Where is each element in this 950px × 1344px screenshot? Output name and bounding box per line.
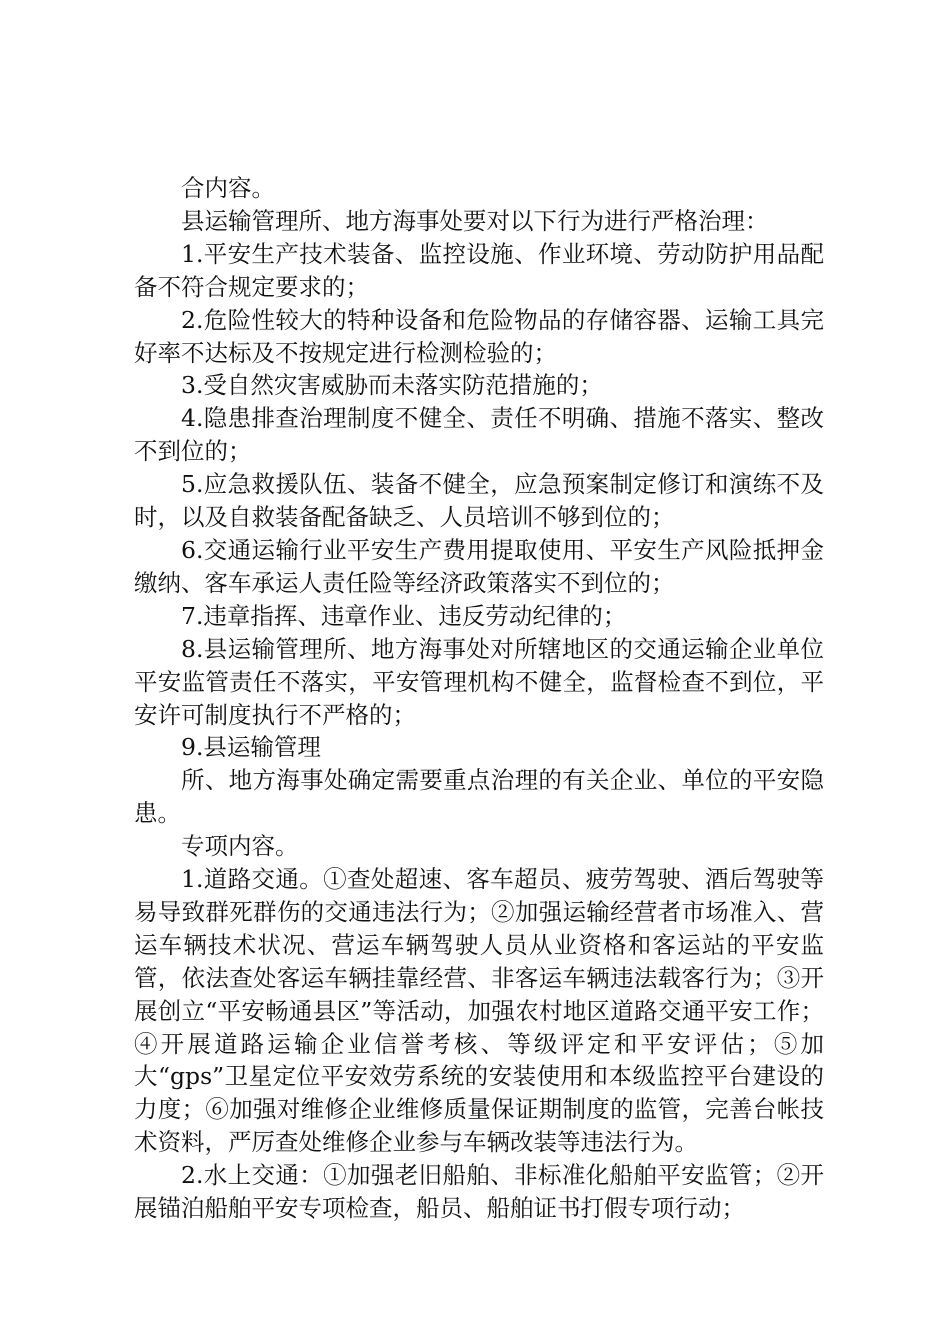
paragraph-13: 专项内容。 <box>181 832 299 861</box>
paragraph-12: 所、地方海事处确定需要重点治理的有关企业、单位的平安隐患。 <box>134 766 824 828</box>
paragraph-4: 2.危险性较大的特种设备和危险物品的存储容器、运输工具完好率不达标及不按规定进行检测检验的； <box>134 305 824 367</box>
paragraph-3: 1.平安生产技术装备、监控设施、作业环境、劳动防护用品配备不符合规定要求的； <box>134 239 824 301</box>
paragraph-6: 4.隐患排查治理制度不健全、责任不明确、措施不落实、整改不到位的； <box>134 404 824 466</box>
paragraph-5: 3.受自然灾害威胁而未落实防范措施的； <box>181 371 603 400</box>
paragraph-1: 合内容。 <box>181 174 275 202</box>
paragraph-10: 8.县运输管理所、地方海事处对所辖地区的交通运输企业单位平安监管责任不落实，平安管理机构不健全，监督检查不到位，平安许可制度执行不严格的； <box>134 634 824 729</box>
paragraph-15: 2.水上交通：①加强老旧船舶、非标准化船舶平安监管；②开展锚泊船舶平安专项检查，船员、船舶证书打假专项行动； <box>134 1161 824 1223</box>
paragraph-14: 1.道路交通。①查处超速、客车超员、疲劳驾驶、酒后驾驶等易导致群死群伤的交通违法行为；②加强运输经营者市场准入、营运车辆技术状况、营运车辆驾驶人员从业资格和客运站的平安监管，依法查处客运车辆挂靠经营、非客运车辆违法载客行为；③开展创立“平安畅通县区”等活动，加强农村地区道路交通平安工作；④开展道路运输企业信誉考核、等级评定和平安评估；⑤加大“gps”卫星定位平安效劳系统的安装使用和本级监控平台建设的力度；⑥加强对维修企业维修质量保证期制度的监管，完善台帐技术资料，严厉查处维修企业参与车辆改装等违法行为。 <box>134 865 824 1157</box>
paragraph-2: 县运输管理所、地方海事处要对以下行为进行严格治理： <box>181 206 769 235</box>
paragraph-11: 9.县运输管理 <box>181 733 321 762</box>
document-body <box>134 172 824 1225</box>
paragraph-8: 6.交通运输行业平安生产费用提取使用、平安生产风险抵押金缴纳、客车承运人责任险等经济政策落实不到位的； <box>134 535 824 597</box>
paragraph-7: 5.应急救援队伍、装备不健全，应急预案制定修订和演练不及时，以及自救装备配备缺乏、人员培训不够到位的； <box>134 470 824 532</box>
paragraph-9: 7.违章指挥、违章作业、违反劳动纪律的； <box>181 601 627 630</box>
